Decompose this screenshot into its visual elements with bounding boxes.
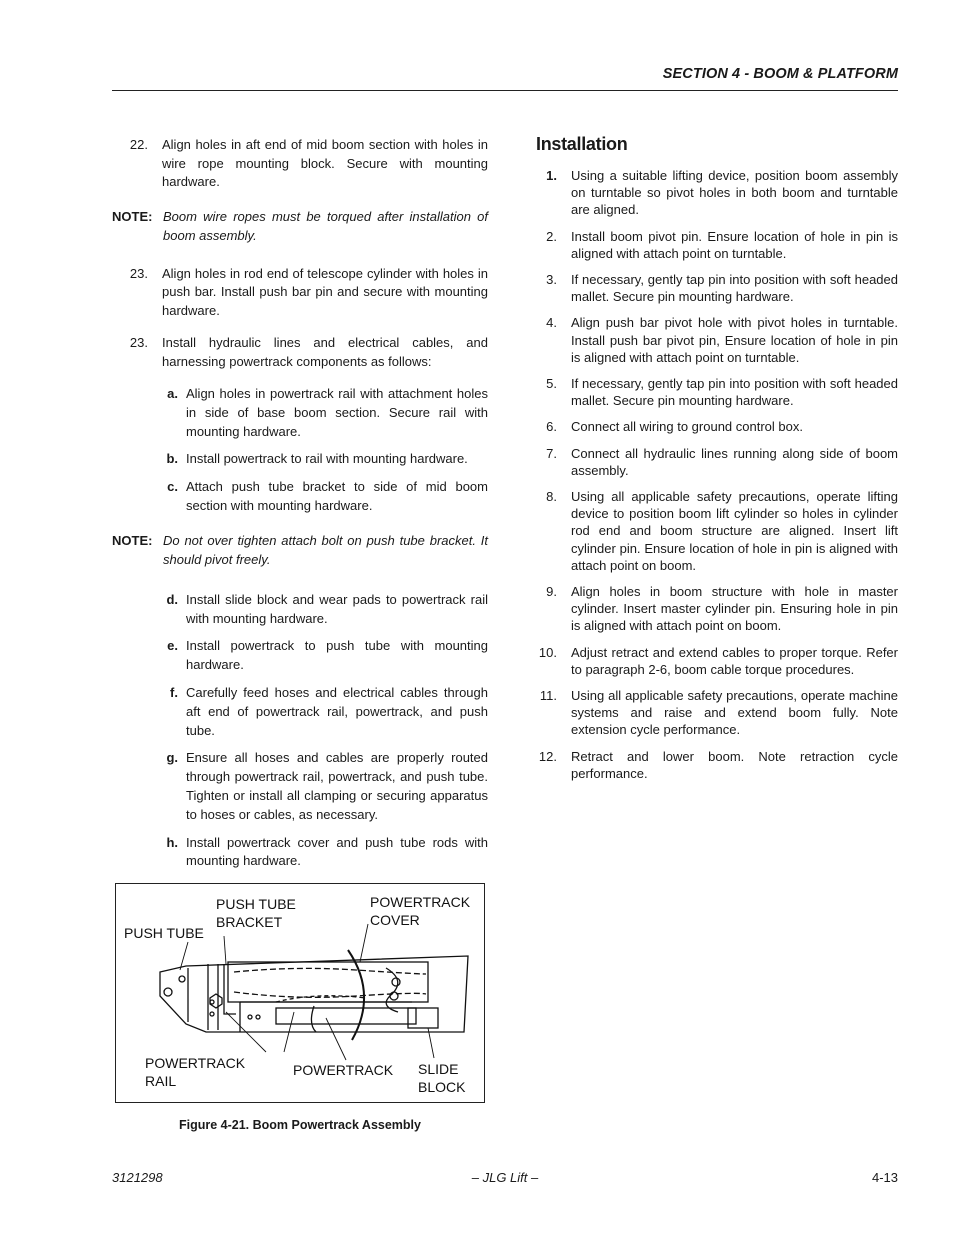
step-text: If necessary, gently tap pin into position with soft headed mallet. Secure pin mounting hardware. <box>571 376 898 409</box>
substep-d <box>162 591 488 629</box>
step-text: Connect all hydraulic lines running along side of boom assembly. <box>571 445 898 478</box>
label-push-tube-bracket-1: PUSH TUBE <box>216 896 296 912</box>
footer-brand: – JLG Lift – <box>471 1170 539 1185</box>
install-step-5 <box>536 375 898 409</box>
substep-letter: c. <box>167 479 178 495</box>
install-step-8 <box>536 488 898 574</box>
install-step-2 <box>536 228 898 262</box>
label-slide-block-2: BLOCK <box>418 1079 466 1095</box>
step-number: 23. <box>129 335 148 350</box>
label-powertrack-cover-2: COVER <box>370 912 420 928</box>
step-number: 2. <box>546 228 557 244</box>
substep-text: Install powertrack to push tube with mounting hardware. <box>186 638 488 673</box>
install-step-9 <box>536 583 898 635</box>
substep-letter: b. <box>166 451 178 467</box>
step-number: 4. <box>546 315 557 331</box>
install-step-12 <box>536 748 898 782</box>
step-text: If necessary, gently tap pin into position with soft headed mallet. Secure pin mounting hardware. <box>571 272 898 305</box>
left-column <box>112 136 488 871</box>
install-step-10 <box>536 644 898 678</box>
powertrack-illustration <box>116 884 484 1102</box>
substep-text: Install powertrack cover and push tube rods with mounting hardware. <box>186 834 488 869</box>
step-23-a <box>112 265 488 321</box>
step-text: Install hydraulic lines and electrical cables, and harnessing powertrack components as follows: <box>162 335 488 369</box>
substep-letter: f. <box>170 684 178 700</box>
substep-text: Install slide block and wear pads to powertrack rail with mounting hardware. <box>186 591 488 626</box>
step-text: Retract and lower boom. Note retraction cycle performance. <box>571 748 898 781</box>
step-number: 8. <box>546 489 557 505</box>
substep-letter: e. <box>167 638 178 654</box>
step-text: Align holes in aft end of mid boom section with holes in wire rope mounting block. Secure with mounting hardware. <box>162 137 488 189</box>
step-23-b <box>112 334 488 371</box>
document-number: 3121298 <box>112 1170 163 1185</box>
install-step-7 <box>536 445 898 479</box>
label-slide-block-1: SLIDE <box>418 1061 459 1077</box>
step-number: 12. <box>538 748 557 764</box>
page-number: 4-13 <box>871 1170 898 1185</box>
label-powertrack-rail-1: POWERTRACK <box>145 1055 246 1071</box>
step-number: 10. <box>538 644 557 660</box>
install-step-6 <box>536 418 898 435</box>
substep-h <box>162 834 488 872</box>
step-text: Using all applicable safety precautions, operate machine systems and raise and extend boom fully. Note extension cycle performance. <box>571 688 898 738</box>
step-number: 9. <box>546 584 557 600</box>
step-text: Align holes in rod end of telescope cylinder with holes in push bar. Install push bar pin and secure with mounting hardware. <box>162 265 488 318</box>
section-heading: Installation <box>536 134 628 154</box>
note-text: Boom wire ropes must be torqued after installation of boom assembly. <box>163 208 488 243</box>
substep-text: Ensure all hoses and cables are properly routed through powertrack rail, powertrack, and push tube. Tighten or install all clamping or securing apparatus to hoses or cables, as necessary. <box>186 750 488 822</box>
substep-b <box>162 450 488 469</box>
step-text: Install boom pivot pin. Ensure location of hole in pin is aligned with attach point on turntable. <box>571 228 898 261</box>
label-push-tube: PUSH TUBE <box>124 925 204 941</box>
substep-letter: g. <box>166 750 178 766</box>
step-number: 3. <box>546 272 557 288</box>
substep-e <box>162 637 488 675</box>
install-step-1 <box>536 167 898 219</box>
step-text: Adjust retract and extend cables to proper torque. Refer to paragraph 2-6, boom cable torque procedures. <box>571 644 898 677</box>
step-text: Connect all wiring to ground control box. <box>571 419 803 435</box>
substep-a <box>162 385 488 441</box>
step-text: Align push bar pivot hole with pivot holes in turntable. Install push bar pivot pin, Ensure location of hole in pin is aligned with attach point on turntable. <box>571 315 898 365</box>
install-step-4 <box>536 314 898 366</box>
step-number: 22. <box>129 137 148 152</box>
label-powertrack: POWERTRACK <box>293 1062 394 1078</box>
step-text: Using all applicable safety precautions, operate lifting device to position boom lift cylinder so holes in cylinder rod end and boom structure are aligned. Insert lift cylinder pin. Ensure location of hole in pin is aligned with attach point on boom. <box>571 489 898 573</box>
step-number: 6. <box>546 419 557 435</box>
boom-powertrack-figure <box>115 883 485 1103</box>
substep-g <box>162 749 488 824</box>
label-powertrack-rail-2: RAIL <box>145 1073 177 1089</box>
substep-letter: a. <box>167 386 178 401</box>
step-22 <box>112 136 488 192</box>
note-text: Do not over tighten attach bolt on push tube bracket. It should pivot freely. <box>163 532 488 567</box>
note-push-tube-bolt <box>112 531 488 569</box>
step-number: 11. <box>539 688 557 704</box>
page-header <box>112 66 898 91</box>
section-title: SECTION 4 - BOOM & PLATFORM <box>662 66 898 82</box>
note-wire-ropes <box>112 207 488 245</box>
step-text: Using a suitable lifting device, position boom assembly on turntable so pivot holes in both boom and turntable are aligned. <box>571 168 898 218</box>
right-column <box>536 134 898 791</box>
step-number: 1. <box>546 168 557 183</box>
install-step-11 <box>536 687 898 739</box>
substep-text: Carefully feed hoses and electrical cables through aft end of powertrack rail, powertrack, and push tube. <box>186 684 488 738</box>
substep-text: Attach push tube bracket to side of mid boom section with mounting hardware. <box>186 479 488 513</box>
substep-c <box>162 478 488 516</box>
substep-letter: h. <box>166 834 178 850</box>
label-powertrack-cover-1: POWERTRACK <box>370 894 471 910</box>
substep-text: Install powertrack to rail with mounting hardware. <box>186 451 468 467</box>
substep-f <box>162 684 488 740</box>
install-step-3 <box>536 271 898 305</box>
substep-text: Align holes in powertrack rail with attachment holes in side of base boom section. Secure rail with mounting hardware. <box>186 386 488 439</box>
step-number: 23. <box>129 265 148 281</box>
step-text: Align holes in boom structure with hole in master cylinder. Insert master cylinder pin. Ensuring hole in pin is aligned with attach point on boom. <box>571 584 898 634</box>
boom-drawing <box>160 950 468 1040</box>
figure-caption: Figure 4-21. Boom Powertrack Assembly <box>179 1118 421 1132</box>
step-number: 7. <box>546 445 557 461</box>
label-push-tube-bracket-2: BRACKET <box>216 914 283 930</box>
step-number: 5. <box>546 376 557 392</box>
note-label: NOTE: <box>112 532 153 548</box>
note-label: NOTE: <box>112 208 153 224</box>
substep-letter: d. <box>166 591 178 607</box>
